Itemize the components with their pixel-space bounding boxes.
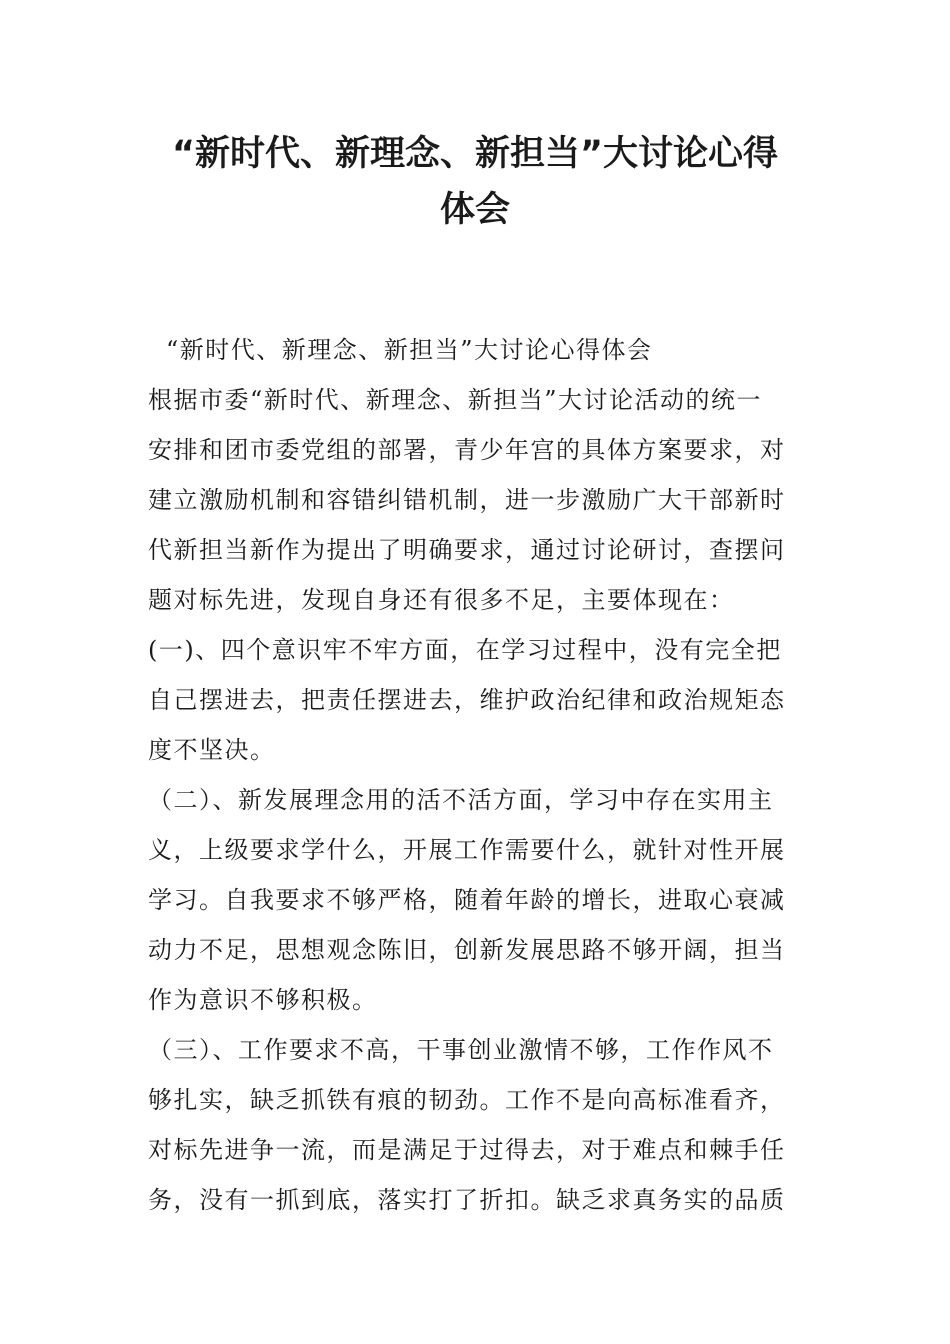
body-line: 务，没有一抓到底，落实打了折扣。缺乏求真务实的品质 bbox=[148, 1186, 786, 1214]
body-line: (一)、四个意识牢不牢方面，在学习过程中，没有完全把 bbox=[148, 636, 782, 664]
body-line: 作为意识不够积极。 bbox=[148, 986, 378, 1014]
body-line: 建立激励机制和容错纠错机制，进一步激励广大干部新时 bbox=[148, 486, 786, 514]
title-line-2: 体会 bbox=[439, 190, 510, 230]
title-line-1: “新时代、新理念、新担当”大讨论心得 bbox=[171, 134, 778, 174]
body-subtitle: “新时代、新理念、新担当”大讨论心得体会 bbox=[166, 336, 653, 364]
document-title bbox=[120, 126, 830, 238]
document-body bbox=[148, 325, 808, 1225]
body-line: 自己摆进去，把责任摆进去，维护政治纪律和政治规矩态 bbox=[148, 686, 786, 714]
body-line: 题对标先进，发现自身还有很多不足，主要体现在： bbox=[148, 586, 735, 614]
body-line: 动力不足，思想观念陈旧，创新发展思路不够开阔，担当 bbox=[148, 936, 786, 964]
body-line: （三）、工作要求不高，干事创业激情不够，工作作风不 bbox=[148, 1036, 774, 1064]
body-line: 义，上级要求学什么，开展工作需要什么，就针对性开展 bbox=[148, 836, 786, 864]
body-line: 代新担当新作为提出了明确要求，通过讨论研讨，查摆问 bbox=[148, 536, 786, 564]
body-line: 够扎实，缺乏抓铁有痕的韧劲。工作不是向高标准看齐， bbox=[148, 1086, 786, 1114]
body-line: 根据市委“新时代、新理念、新担当”大讨论活动的统一 bbox=[148, 386, 763, 414]
body-line: 对标先进争一流，而是满足于过得去，对于难点和棘手任 bbox=[148, 1136, 786, 1164]
body-line: 安排和团市委党组的部署，青少年宫的具体方案要求，对 bbox=[148, 436, 786, 464]
body-line: （二）、新发展理念用的活不活方面，学习中存在实用主 bbox=[148, 786, 774, 814]
body-line: 学习。自我要求不够严格，随着年龄的增长，进取心衰减 bbox=[148, 886, 786, 914]
body-line: 度不坚决。 bbox=[148, 736, 276, 764]
